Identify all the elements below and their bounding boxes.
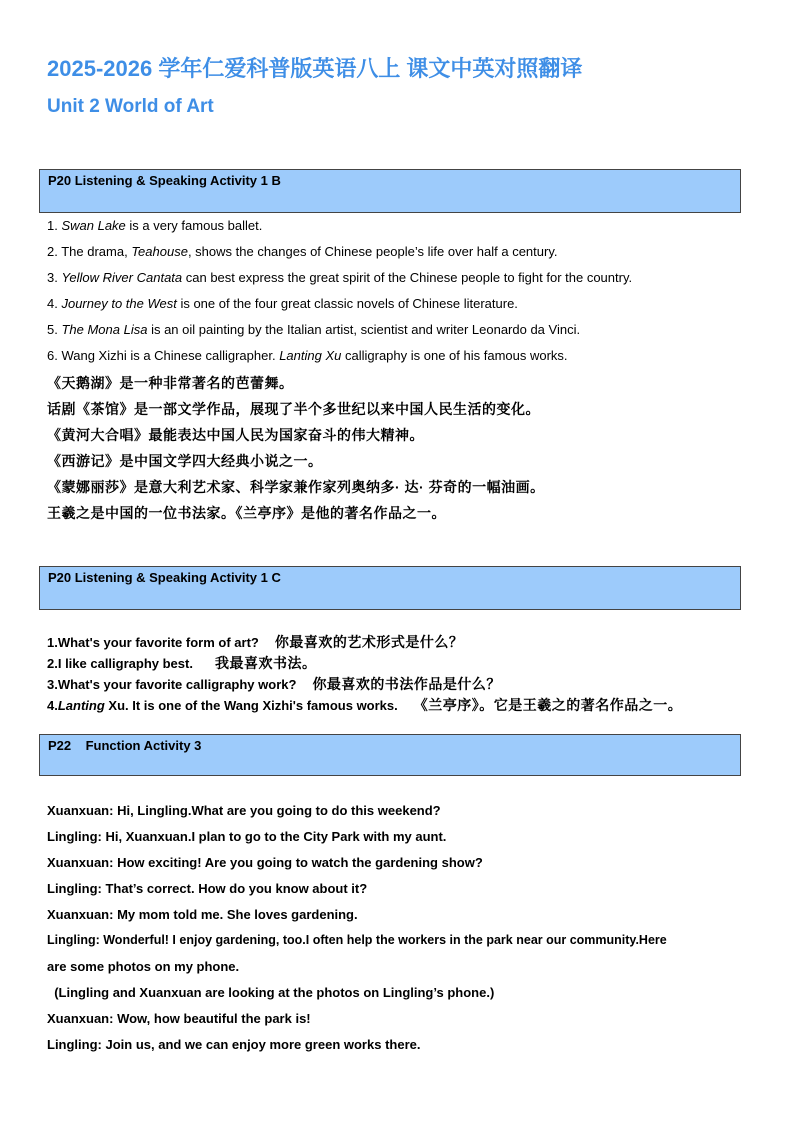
conversation-line-9: Xuanxuan: Wow, how beautiful the park is! (47, 1011, 311, 1026)
conversation-line-7: are some photos on my phone. (47, 959, 240, 974)
sentence-en-4: 4. Journey to the West is one of the four great classic novels of Chinese literature. (47, 296, 518, 311)
section-header-activity-1c: P20 Listening & Speaking Activity 1 C (39, 566, 741, 610)
conversation-line-2: Lingling: Hi, Xuanxuan.I plan to go to the City Park with my aunt. (47, 829, 447, 844)
sentence-en-2: 2. The drama, Teahouse, shows the changes of Chinese people’s life over half a century. (47, 244, 558, 259)
dialogue-line-4: 4.Lanting Xu. It is one of the Wang Xizhi's famous works. 《兰亭序》。它是王羲之的著名作品之一。 (47, 697, 683, 713)
sentence-zh-6: 王羲之是中国的一位书法家。《兰亭序》是他的著名作品之一。 (47, 505, 446, 521)
conversation-line-4: Lingling: That’s correct. How do you know about it? (47, 881, 368, 896)
conversation-line-8: (Lingling and Xuanxuan are looking at the photos on Lingling’s phone.) (47, 985, 495, 1000)
dialogue-line-1: 1.What's your favorite form of art? 你最喜欢的艺术形式是什么？ (47, 634, 464, 650)
section-header-activity-1b: P20 Listening & Speaking Activity 1 B (39, 169, 741, 213)
sentence-en-3: 3. Yellow River Cantata can best express the great spirit of the Chinese people to fight for the country. (47, 270, 633, 285)
sentence-en-1: 1. Swan Lake is a very famous ballet. (47, 218, 263, 233)
section-header-function-activity-3: P22 Function Activity 3 (39, 734, 741, 776)
conversation-line-1: Xuanxuan: Hi, Lingling.What are you going to do this weekend? (47, 803, 441, 818)
dialogue-line-3: 3.What's your favorite calligraphy work? 你最喜欢的书法作品是什么？ (47, 676, 501, 692)
sentence-zh-3: 《黄河大合唱》最能表达中国人民为国家奋斗的伟大精神。 (47, 427, 424, 443)
document-title: 2025-2026 学年仁爱科普版英语八上 课文中英对照翻译 (47, 56, 583, 81)
dialogue-line-2: 2.I like calligraphy best. 我最喜欢书法。 (47, 655, 317, 671)
conversation-line-3: Xuanxuan: How exciting! Are you going to watch the gardening show? (47, 855, 483, 870)
conversation-line-5: Xuanxuan: My mom told me. She loves gardening. (47, 907, 358, 922)
conversation-line-6: Lingling: Wonderful! I enjoy gardening, too.I often help the workers in the park near our community.Here (47, 933, 667, 947)
sentence-en-6: 6. Wang Xizhi is a Chinese calligrapher. Lanting Xu calligraphy is one of his famous works. (47, 348, 568, 363)
sentence-zh-1: 《天鹅湖》是一种非常著名的芭蕾舞。 (47, 375, 294, 391)
sentence-zh-4: 《西游记》是中国文学四大经典小说之一。 (47, 453, 323, 469)
sentence-zh-5: 《蒙娜丽莎》是意大利艺术家、科学家兼作家列奥纳多· 达· 芬奇的一幅油画。 (47, 479, 545, 495)
conversation-line-10: Lingling: Join us, and we can enjoy more green works there. (47, 1037, 421, 1052)
sentence-en-5: 5. The Mona Lisa is an oil painting by the Italian artist, scientist and writer Leonardo da Vinci. (47, 322, 581, 337)
unit-title: Unit 2 World of Art (47, 96, 214, 117)
sentence-zh-2: 话剧《茶馆》是一部文学作品，展现了半个多世纪以来中国人民生活的变化。 (47, 401, 540, 417)
